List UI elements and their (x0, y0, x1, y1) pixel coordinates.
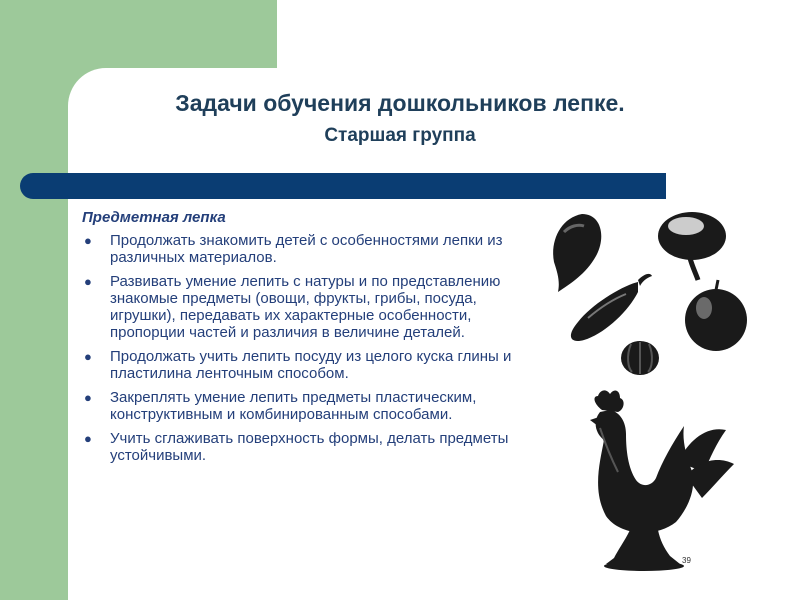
bullet-icon: ● (84, 431, 92, 446)
rooster-figure-icon (590, 390, 734, 571)
bullet-text: Продолжать учить лепить посуду из целого куска глины и пластилина ленточным способом. (110, 348, 512, 382)
bullet-text: Продолжать знакомить детей с особенностями лепки из различных материалов. (110, 232, 503, 266)
turnip-figure-icon (658, 212, 726, 280)
page-number: 39 (682, 556, 691, 565)
slide-title: Задачи обучения дошкольников лепке. (175, 90, 625, 116)
slide-content (82, 208, 542, 471)
bullet-icon: ● (84, 274, 92, 289)
bullet-text: Учить сглаживать поверхность формы, делать предметы устойчивыми. (110, 430, 509, 464)
slide-title-block (80, 88, 720, 150)
bullet-icon: ● (84, 390, 92, 405)
bullet-item (82, 232, 542, 266)
pumpkin-figure-icon (621, 341, 659, 375)
bullet-icon: ● (84, 233, 92, 248)
title-divider-bar (20, 173, 666, 199)
bullet-item (82, 348, 542, 382)
section-heading: Предметная лепка (82, 209, 226, 226)
bullet-icon: ● (84, 349, 92, 364)
bullet-list (82, 232, 542, 464)
slide-subtitle: Старшая группа (324, 125, 476, 146)
bullet-item (82, 273, 542, 341)
carrot-figure-icon (571, 274, 652, 341)
apple-figure-icon (685, 280, 747, 351)
clay-figures-illustration (540, 200, 780, 585)
bullet-item (82, 389, 542, 423)
bullet-text: Развивать умение лепить с натуры и по представлению знакомые предметы (овощи, фрукты, грибы, посуда, игрушки), передавать их характерные особенности, пропорции частей и различия в величине деталей. (110, 273, 501, 341)
beet-figure-icon (553, 214, 601, 292)
bullet-item (82, 430, 542, 464)
bullet-text: Закреплять умение лепить предметы пластическим, конструктивным и комбинированным способами. (110, 389, 477, 423)
